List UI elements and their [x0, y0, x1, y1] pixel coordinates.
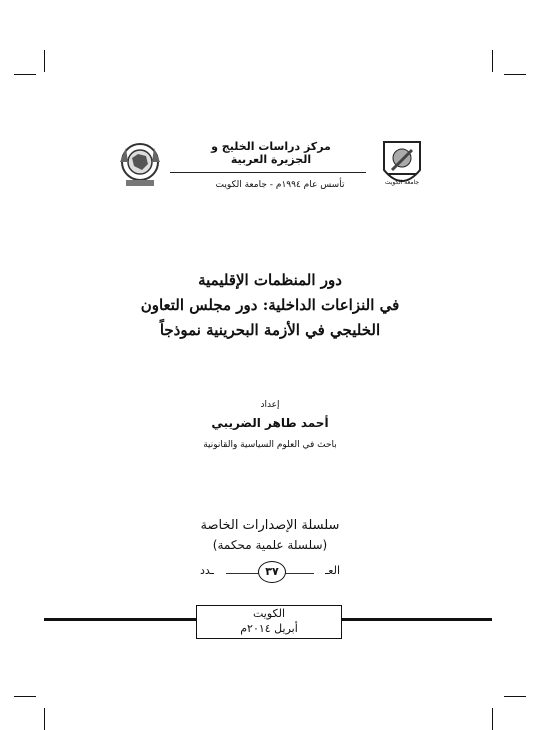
series-name: سلسلة الإصدارات الخاصة — [200, 518, 340, 533]
center-name: مركز دراسات الخليج و الجزيرة العربية — [211, 140, 331, 166]
kuwait-university-logo-icon — [378, 134, 426, 194]
university-logo-text: جامعة الكويت — [384, 179, 420, 186]
title-line: الخليجي في الأزمة البحرينية نموذجاً — [159, 321, 381, 339]
book-title — [90, 268, 450, 343]
gulf-center-logo-icon — [116, 134, 164, 194]
crop-mark — [44, 50, 45, 72]
crop-mark — [492, 50, 493, 72]
crop-mark — [14, 696, 36, 697]
header-divider — [170, 172, 366, 173]
crop-mark — [14, 74, 36, 75]
crop-mark — [44, 708, 45, 730]
issue-number-block — [200, 558, 340, 584]
issue-word: العـ — [325, 564, 340, 577]
issue-word: ـدد — [200, 564, 214, 577]
series-subtitle: (سلسلة علمية محكمة) — [212, 538, 328, 552]
imprint-place: الكويت — [252, 607, 286, 620]
title-line: دور المنظمات الإقليمية — [198, 271, 342, 289]
founded-note: تأسس عام ١٩٩٤م - جامعة الكويت — [215, 180, 345, 190]
crop-mark — [492, 708, 493, 730]
author-role: باحث في العلوم السياسية والقانونية — [203, 440, 337, 450]
publisher-header — [110, 128, 430, 202]
crop-mark — [504, 696, 526, 697]
prepared-by-label: إعداد — [260, 400, 280, 410]
issue-number: ٣٧ — [258, 561, 286, 583]
author-name: أحمد طاهر الضريبي — [211, 416, 329, 430]
title-line: في النزاعات الداخلية: دور مجلس التعاون — [140, 296, 400, 314]
imprint-box — [196, 605, 342, 639]
imprint-date: أبريل ٢٠١٤م — [240, 622, 298, 635]
crop-mark — [504, 74, 526, 75]
